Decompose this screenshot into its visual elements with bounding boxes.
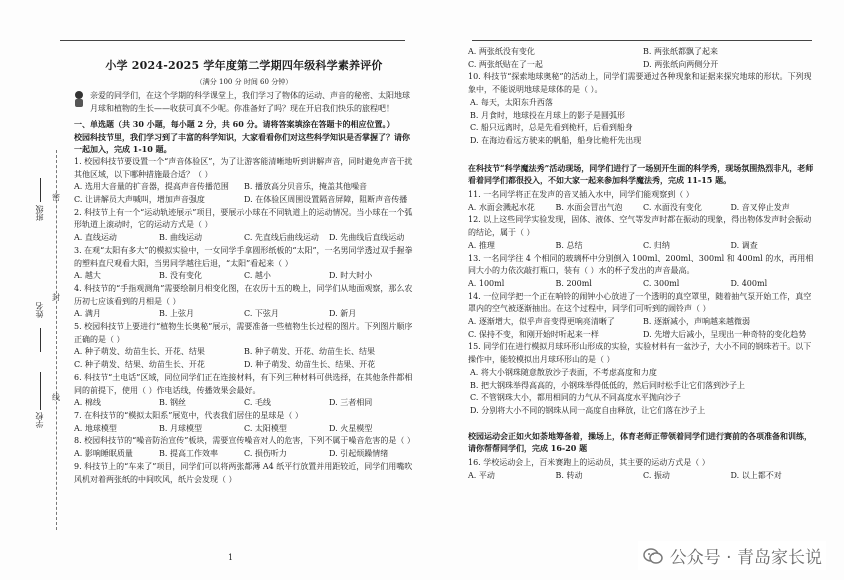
option[interactable]: B. 钢丝 (159, 398, 186, 408)
question-1: 1. 校园科技节要设置一个“声音体验区”，为了让游客能清晰地听到讲解声音，同时避免声音干扰其他区域，以下哪种措施最合适？（ ） (74, 156, 413, 179)
option[interactable]: B. 提高工作效率 (159, 449, 218, 459)
option[interactable]: C. 太阳模型 (244, 423, 287, 433)
option[interactable]: A. 每天，太阳东升西落 (470, 97, 553, 107)
scene-lead: 校园科技节里，我们学习到了丰富的科学知识，大家看看你们对这些科学知识是否掌握了？请你一起加入，完成 1-10 题。 (74, 131, 410, 155)
option[interactable]: D. 三者相同 (329, 398, 373, 408)
school-blank (40, 372, 41, 410)
option[interactable]: A. 越大 (74, 271, 101, 281)
option[interactable]: D. 种子萌发、幼苗生长、结果、开花 (244, 360, 376, 370)
option[interactable]: D. 引起烦躁情绪 (329, 449, 389, 459)
option[interactable]: B. 水面会冒出气泡 (555, 202, 623, 212)
question-options (74, 397, 414, 410)
student-icon (72, 90, 86, 108)
binding-strip (0, 0, 70, 580)
option[interactable]: A. 推理 (468, 240, 495, 250)
class-label: 班级 (35, 205, 44, 221)
option[interactable]: D. 在体验区周围设置隔音屏障，阻断声音传播 (244, 195, 408, 205)
option[interactable]: C. 水面没有变化 (643, 202, 702, 212)
option[interactable]: A. 100ml (468, 278, 505, 288)
option[interactable]: D. 时大时小 (329, 271, 373, 281)
option[interactable]: C. 船只远离时，总是先看到桅杆，后看到船身 (470, 123, 633, 133)
question-7: 7. 在科技节的“模拟太阳系”展览中，代表我们居住的星球是（ ） (74, 410, 303, 420)
option[interactable]: B. 转动 (555, 470, 583, 480)
name-blank (40, 328, 41, 352)
page-subtitle: （满分 100 分 时间 60 分钟） (195, 77, 293, 86)
option[interactable]: B. 种子萌发、开花、幼苗生长、结果 (244, 347, 375, 357)
option[interactable]: D. 400ml (730, 278, 768, 288)
scene-lead: 校园运动会正如火如荼地筹备着，操场上，体育老师正带领着同学们进行赛前的各项准备和训练，请你帮帮同学们，完成 16-20 题 (468, 430, 812, 454)
header-rule (472, 40, 812, 41)
option[interactable]: D. 先增大后减小，呈现出一种奇特的变化趋势 (643, 329, 807, 339)
option[interactable]: A. 平动 (468, 470, 495, 480)
option[interactable]: C. 不管钢珠大小，都用相同的力气从不同高度水平抛向沙子 (470, 393, 681, 403)
intro-text: 亲爱的同学们，在这个学期的科学课堂上，我们学习了物体的运动、声音的秘密、太阳地球月球和植物的生长——收获可真不少呢。你准备好了吗？现在开启我们快乐的旅程吧！ (90, 91, 410, 114)
option[interactable]: C. 下弦月 (244, 309, 279, 319)
option[interactable]: C. 损伤听力 (244, 449, 287, 459)
option[interactable]: B. 把大钢珠举得高高的，小钢珠举得低低的，然后同时松手让它们落到沙子上 (470, 380, 745, 390)
option[interactable]: C. 种子萌发、结果、幼苗生长、开花 (74, 360, 205, 370)
wechat-icon (642, 545, 664, 567)
question-options (468, 278, 818, 291)
fold-line (56, 150, 57, 530)
question-5: 5. 校园科技节上要进行“植物生长奥秘”展示，需要准备一些植物生长过程的图片。下列图片顺序正确的是（ ） (74, 322, 413, 344)
question-options (74, 181, 414, 206)
option[interactable]: D. 火星模型 (329, 423, 373, 433)
question-13: 13. 一名同学往 4 个相同的玻璃杯中分别倒入 100ml、200ml、300ml 和 400ml 的水，再用相同大小的力依次敲打瓶口，装有（ ）水的杯子发出的声音最高。 (468, 253, 814, 276)
option[interactable]: A. 选用大音量的扩音器，提高声音传播范围 (74, 182, 229, 192)
option[interactable]: A. 直线运动 (74, 233, 117, 243)
option[interactable]: C. 保持不变，和刚开始时听起来一样 (468, 329, 599, 339)
scene-lead: 在科技节“科学魔法秀”活动现场，同学们进行了一场别开生面的科学秀，现场氛围热烈非凡，老师看着同学们都很投入，不如大家一起来参加科学魔法秀，完成 11-15 题。 (468, 162, 814, 186)
option[interactable]: A. 逐渐增大，似乎声音变得更响亮清晰了 (468, 317, 615, 327)
option[interactable]: D. 在海边看远方驶来的帆船，船身比桅杆先出现 (470, 135, 642, 145)
option[interactable]: A. 满月 (74, 309, 101, 319)
option[interactable]: B. 上弦月 (159, 309, 194, 319)
section-heading: 一、单选题（共 30 小题，每小题 2 分，共 60 分。请将答案填涂在答题卡的相应位置。） (74, 118, 395, 129)
question-14: 14. 一位同学把一个正在响铃的闹钟小心放进了一个透明的真空罩里，随着抽气泵开始工作，真空罩内的空气被逐渐抽出。在这个过程中，同学们可听到的闹铃声（ ） (468, 291, 812, 314)
option[interactable]: D. 先曲线后直线运动 (329, 233, 405, 243)
question-10: 10. 科技节“探索地球奥秘”的活动上，同学们需要通过各种现象和证据来探究地球的形状。下列现象中，不能说明地球是球体的是（ ）。 (468, 72, 812, 95)
question-options (468, 97, 818, 148)
right-page (468, 46, 818, 483)
question-options (74, 346, 414, 371)
question-options (74, 232, 414, 245)
option[interactable]: D. 音叉停止发声 (730, 202, 790, 212)
question-options (74, 270, 414, 283)
option[interactable]: B. 没有变化 (159, 271, 202, 281)
question-options (468, 202, 818, 215)
left-page (74, 36, 414, 486)
name-label: 姓名 (35, 302, 44, 318)
option[interactable]: B. 播放高分贝音乐，掩盖其他噪音 (244, 182, 367, 192)
question-3: 3. 在观“太阳有多大”的模拟实验中，一女同学手拿圆形纸板的“太阳”，一名男同学透过双手握拳的塑料直尺观看大阳，当男同学越往后退，“太阳”看起来（ ） (74, 245, 413, 268)
option[interactable]: D. 两张纸向两侧分开 (643, 59, 719, 69)
option[interactable]: C. 先直线后曲线运动 (244, 233, 319, 243)
wechat-watermark (638, 541, 826, 570)
option[interactable]: D. 调查 (730, 240, 758, 250)
option[interactable]: C. 越小 (244, 271, 271, 281)
option[interactable]: A. 棉线 (74, 398, 101, 408)
watermark-text: 公众号 · 青岛家长说 (669, 548, 822, 568)
question-options (468, 46, 818, 71)
option[interactable]: B. 月球模型 (159, 423, 202, 433)
question-6: 6. 科技节“土电话”区域，同位同学们正在连接材料，有下列三种材料可供选择，在其他条件都相同的前提下，使用（ ）作电话线，传播效果会最好。 (74, 372, 413, 395)
option[interactable]: D. 分别将大小不同的钢珠从同一高度自由释放，让它们落在沙子上 (470, 405, 706, 415)
option[interactable]: D. 新月 (329, 309, 357, 319)
option[interactable]: C. 让讲解员大声喊叫，增加声音强度 (74, 195, 205, 205)
question-12: 12. 以上这些同学实验发现，固体、液体、空气等发声时都在振动的现象，得出物体发声时会振动的结论，属于（ ） (468, 215, 812, 238)
page-number: 1 (228, 553, 234, 562)
option[interactable]: A. 两张纸没有变化 (468, 47, 535, 56)
question-8: 8. 校园科技节的“噪音防治宣传”板块，需要宣传噪音对人的危害，下列不属于噪音危害的是（ ） (74, 436, 415, 446)
question-options (468, 240, 818, 253)
school-label: 学校 (35, 412, 44, 428)
intro-paragraph (74, 90, 414, 115)
option[interactable]: B. 月食时，地球投在月球上的影子是圆弧形 (470, 110, 625, 120)
question-options (74, 448, 414, 461)
option[interactable]: A. 影响睡眠质量 (74, 449, 133, 459)
option[interactable]: A. 水面会溅起水花 (468, 202, 535, 212)
option[interactable]: C. 两张纸贴在了一起 (468, 59, 543, 69)
question-11: 11. 一名同学将正在发声的音叉插入水中，同学们能观察到（ ） (468, 190, 694, 200)
option[interactable]: B. 逐渐减小，声响越来越微弱 (643, 317, 750, 327)
option[interactable]: A. 将大小钢珠随意散放沙子表面，不考虑高度和力度 (470, 367, 657, 377)
question-options (74, 308, 414, 321)
option[interactable]: B. 总结 (555, 240, 583, 250)
class-blank (40, 178, 41, 202)
question-options (468, 316, 818, 341)
option[interactable]: C. 300ml (643, 278, 680, 288)
question-2: 2. 科技节上有一个“运动轨迹展示”项目，要展示小球在不同轨道上的运动情况。当小球在一个弧形轨道上滚动时，它的运动方式是（ ） (74, 207, 413, 230)
option[interactable]: B. 两张纸都飘了起来 (643, 47, 718, 56)
question-options (468, 367, 818, 418)
question-4: 4. 科技节的“手指观测角”需要绘制月相变化图，在农历十五的晚上，同学们从地面观察，那么农历初七应该看到的月相是（ ） (74, 283, 413, 306)
option[interactable]: C. 毛线 (244, 398, 271, 408)
question-15: 15. 同学们在进行模拟月球环形山形成的实验，实验材料有一盆沙子，大小不同的钢珠若干。以下操作中，能较模拟出月球环形山的是（ ） (468, 342, 812, 365)
question-9: 9. 科技节上的“车来了”项目，同学们可以将两张都薄 A4 纸平行放置并用距较近，同学们用嘴吹风机对着两张纸的中间吹风，纸片会发现（ ） (74, 461, 413, 484)
seal-mark: 线 (52, 393, 60, 402)
option[interactable]: C. 归纳 (643, 240, 670, 250)
question-16: 16. 学校运动会上，百米赛跑上的运动员，其主要的运动方式是（ ） (468, 458, 710, 468)
seal-mark: 封 (52, 293, 60, 302)
option[interactable]: A. 种子萌发、幼苗生长、开花、结果 (74, 347, 205, 357)
question-options (74, 423, 414, 436)
question-options (468, 470, 818, 483)
option[interactable]: B. 200ml (555, 278, 592, 288)
option[interactable]: D. 以上都不对 (730, 470, 782, 480)
option[interactable]: A. 地球模型 (74, 423, 117, 433)
option[interactable]: C. 振动 (643, 470, 670, 480)
option[interactable]: B. 曲线运动 (159, 233, 202, 243)
seal-mark: 密 (52, 193, 60, 202)
page-title: 小学 2024-2025 学年度第二学期四年级科学素养评价 (105, 59, 383, 72)
